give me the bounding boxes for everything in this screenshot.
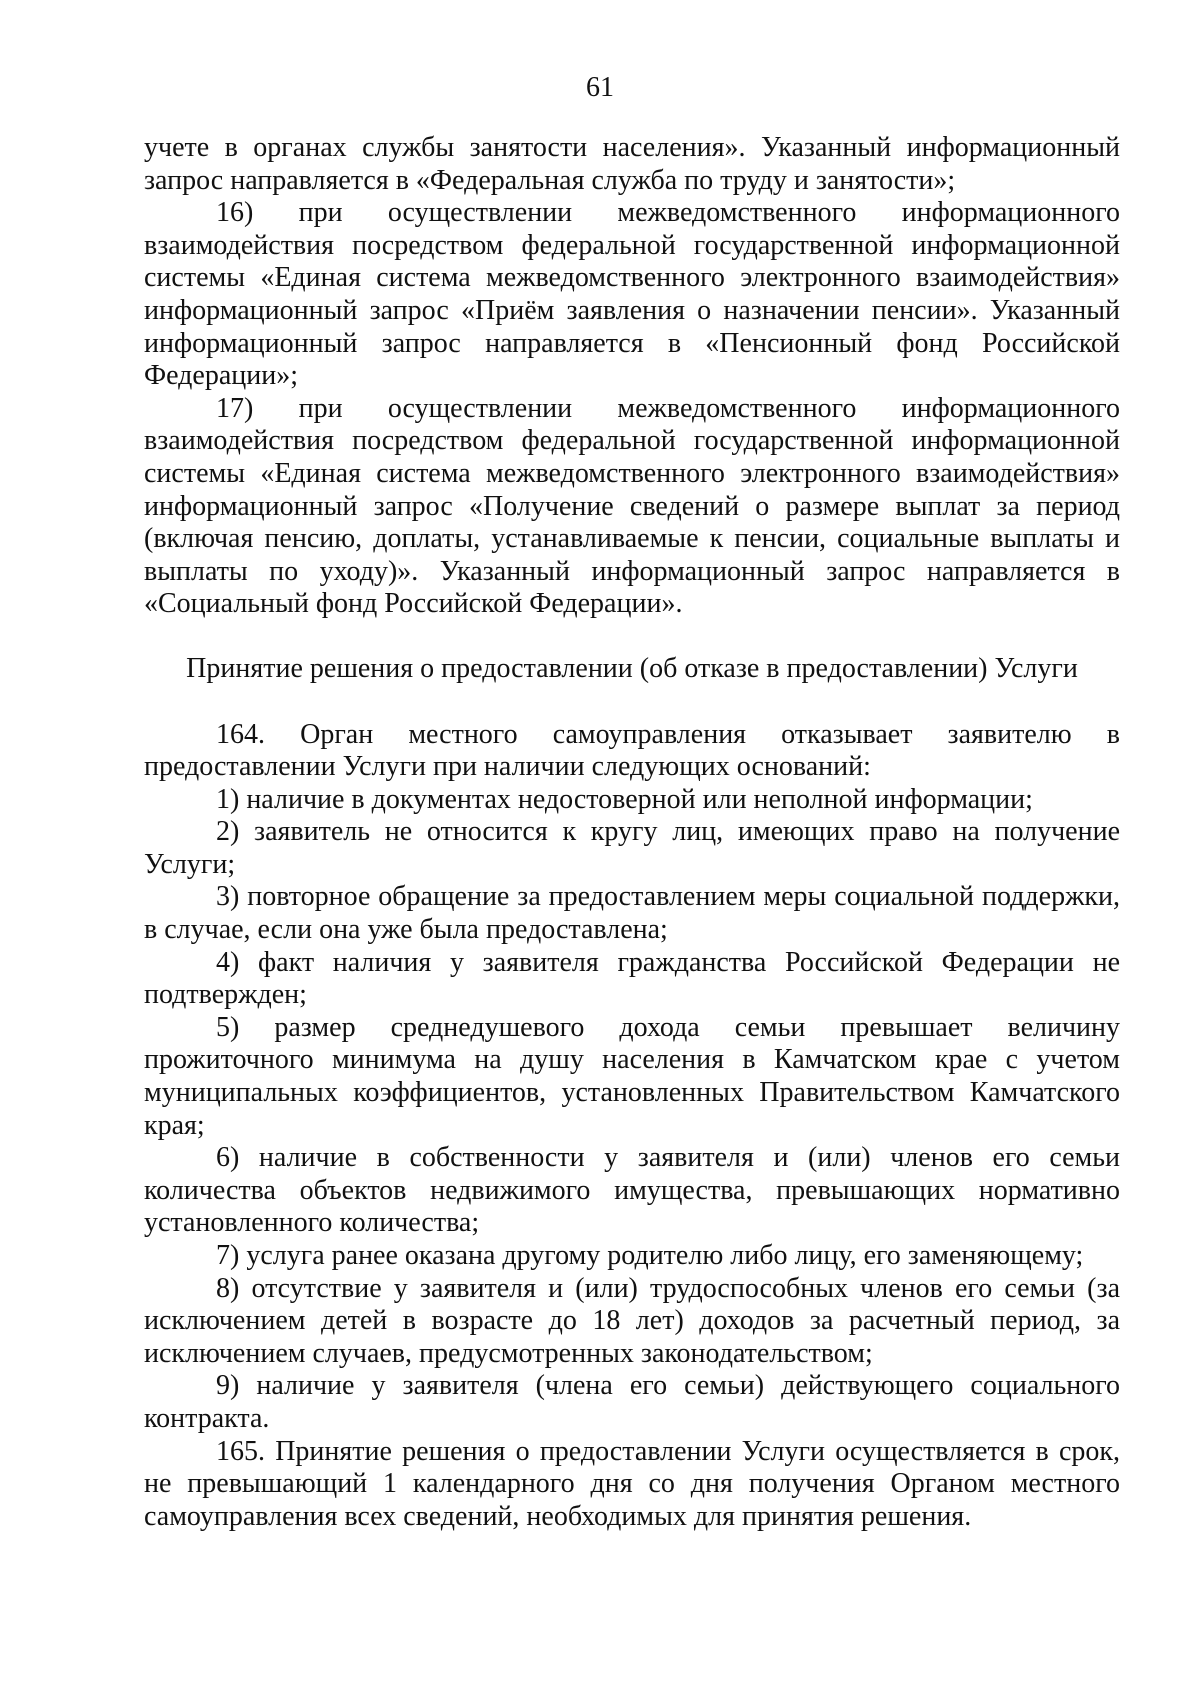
paragraph-165: 165. Принятие решения о предоставлении Услуги осуществляется в срок, не превышающий 1 календарного дня со дня получения Органом местного самоуправления всех сведений, необходимых для принятия решения.: [144, 1435, 1120, 1532]
section-heading: Принятие решения о предоставлении (об отказе в предоставлении) Услуги: [186, 652, 1078, 684]
list-item-5: 5) размер среднедушевого дохода семьи превышает величину прожиточного минимума на душу населения в Камчатском крае с учетом муниципальных коэффициентов, установленных Правительством Камчатского края;: [144, 1011, 1120, 1141]
page-number: 61: [586, 72, 614, 103]
list-item-7: 7) услуга ранее оказана другому родителю либо лицу, его заменяющему;: [216, 1240, 1084, 1271]
list-item-9: 9) наличие у заявителя (члена его семьи) действующего социального контракта.: [144, 1370, 1120, 1434]
list-item-3: 3) повторное обращение за предоставлением меры социальной поддержки, в случае, если она уже была предоставлена;: [144, 881, 1120, 946]
paragraph-continuation: учете в органах службы занятости населения». Указанный информационный запрос направляется в «Федеральная служба по труду и занятости»;: [144, 132, 1120, 196]
list-item-6: 6) наличие в собственности у заявителя и (или) членов его семьи количества объектов недвижимого имущества, превышающих нормативно установленного количества;: [144, 1142, 1120, 1239]
list-item-8: 8) отсутствие у заявителя и (или) трудоспособных членов его семьи (за исключением детей в возрасте до 18 лет) доходов за расчетный период, за исключением случаев, предусмотренных законодательством;: [144, 1272, 1120, 1369]
paragraph-item-17: 17) при осуществлении межведомственного информационного взаимодействия посредством федеральной государственной информационной системы «Единая система межведомственного электронного взаимодействия» информационный запрос «Получение сведений о размере выплат за период (включая пенсию, доплаты, устанавливаемые к пенсии, социальные выплаты и выплаты по уходу)». Указанный информационный запрос направляется в «Социальный фонд Российской Федерации».: [144, 392, 1120, 620]
list-item-2: 2) заявитель не относится к кругу лиц, имеющих право на получение Услуги;: [144, 816, 1120, 880]
list-item-4: 4) факт наличия у заявителя гражданства Российской Федерации не подтвержден;: [144, 946, 1120, 1011]
paragraph-item-16: 16) при осуществлении межведомственного информационного взаимодействия посредством федеральной государственной информационной системы «Единая система межведомственного электронного взаимодействия» информационный запрос «Приём заявления о назначении пенсии». Указанный информационный запрос направляется в «Пенсионный фонд Российской Федерации»;: [144, 197, 1120, 392]
paragraph-164: 164. Орган местного самоуправления отказывает заявителю в предоставлении Услуги при наличии следующих оснований:: [144, 718, 1120, 783]
list-item-1: 1) наличие в документах недостоверной или неполной информации;: [216, 783, 1033, 815]
document-body: [144, 132, 1120, 1533]
